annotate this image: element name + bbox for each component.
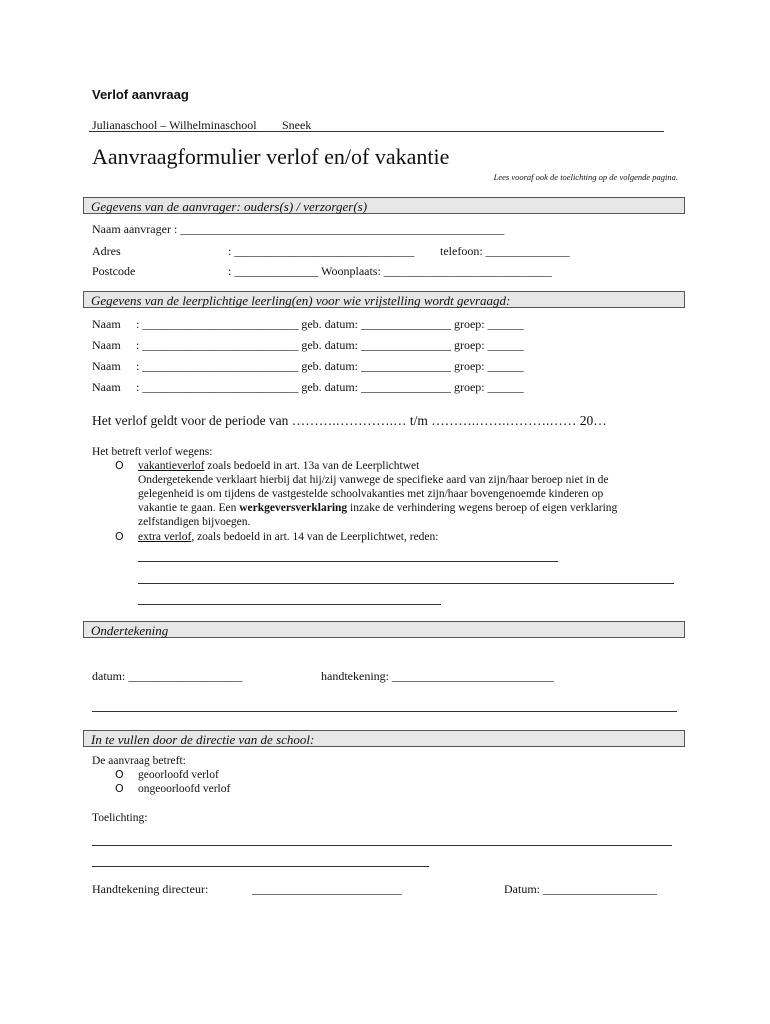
section-applicant: Gegevens van de aanvrager: ouders(s) / verzorger(s) [83, 197, 685, 214]
school-city: Sneek [282, 118, 312, 132]
page-title: Aanvraagformulier verlof en/of vakantie [92, 144, 450, 169]
radio-approved-icon[interactable]: O [115, 768, 124, 781]
vakantieverlof-line-4 [138, 502, 617, 514]
director-date-field[interactable]: Datum: ___________________ [504, 882, 657, 896]
radio-denied-icon[interactable]: O [115, 782, 124, 795]
section-students: Gegevens van de leerplichtige leerling(en) voor wie vrijstelling wordt gevraagd: [83, 291, 685, 308]
student-name-label: Naam [92, 359, 121, 373]
sign-date-field[interactable]: datum: ___________________ [92, 669, 243, 683]
signing-rule [92, 711, 677, 712]
vakantieverlof-line-5: zelfstandigen bijvoegen. [138, 516, 251, 528]
extra-verlof-desc: , zoals bedoeld in art. 14 van de Leerplichtwet, reden: [191, 531, 439, 543]
extra-verlof-link: extra verlof [138, 531, 192, 543]
reason-line-3[interactable] [138, 604, 441, 605]
header-rule [89, 131, 664, 132]
vakantieverlof-link: vakantieverlof [138, 460, 205, 472]
student-row-field[interactable]: : __________________________ geb. datum: _______________ groep: ______ [136, 317, 524, 331]
phone-field[interactable]: telefoon: ______________ [440, 244, 570, 258]
student-row-field[interactable]: : __________________________ geb. datum: _______________ groep: ______ [136, 338, 524, 352]
student-name-label: Naam [92, 380, 121, 394]
address-field[interactable]: : ______________________________ [228, 244, 415, 258]
line4-part-c: inzake de verhindering wegens beroep of eigen verklaring [347, 502, 618, 514]
section-signing: Ondertekening [83, 621, 685, 638]
school-intro: De aanvraag betreft: [92, 755, 186, 767]
period-line[interactable]: Het verlof geldt voor de periode van ……….………….… t/m ……….…….……….…… 20… [92, 413, 607, 428]
explanation-label: Toelichting: [92, 812, 148, 824]
director-label: Handtekening directeur: [92, 882, 209, 896]
reason-line-2[interactable] [138, 583, 674, 584]
vakantieverlof-desc: zoals bedoeld in art. 13a van de Leerplichtwet [204, 460, 420, 472]
address-label: Adres [92, 244, 121, 258]
radio-vakantieverlof-icon[interactable]: O [115, 459, 124, 472]
explanation-line-1[interactable] [92, 845, 672, 846]
line4-part-a: vakantie te gaan. Een [138, 502, 240, 514]
student-name-label: Naam [92, 338, 121, 352]
student-row-field[interactable]: : __________________________ geb. datum: _______________ groep: ______ [136, 359, 524, 373]
postcode-field[interactable]: : ______________ Woonplaats: ____________________________ [228, 264, 552, 278]
reason-intro: Het betreft verlof wegens: [92, 446, 213, 458]
option-vakantieverlof [138, 460, 419, 472]
option-approved: geoorloofd verlof [138, 769, 219, 781]
reason-line-1[interactable] [138, 561, 558, 562]
section-school: In te vullen door de directie van de school: [83, 730, 685, 747]
option-denied: ongeoorloofd verlof [138, 783, 231, 795]
explanation-line-2[interactable] [92, 866, 429, 867]
student-row-field[interactable]: : __________________________ geb. datum: _______________ groep: ______ [136, 380, 524, 394]
sign-signature-field[interactable]: handtekening: ___________________________ [321, 669, 554, 683]
applicant-name-field[interactable]: Naam aanvrager : ______________________________________________________ [92, 222, 505, 236]
werkgeversverklaring-text: werkgeversverklaring [239, 502, 348, 514]
director-signature-field[interactable]: _________________________ [252, 882, 402, 896]
vakantieverlof-line-3: gelegenheid is om tijdens de vastgestelde schoolvakanties met zijn/haar bovengenoemde kinderen op [138, 488, 604, 500]
radio-extra-verlof-icon[interactable]: O [115, 530, 124, 543]
doc-label: Verlof aanvraag [92, 87, 189, 102]
vakantieverlof-line-2: Ondergetekende verklaart hierbij dat hij/zij vanwege de specifieke aard van zijn/haar beroep niet in de [138, 474, 609, 486]
student-name-label: Naam [92, 317, 121, 331]
note-text: Lees vooraf ook de toelichting op de volgende pagina. [493, 172, 678, 182]
postcode-label: Postcode [92, 264, 136, 278]
school-name: Julianaschool – Wilhelminaschool [92, 118, 257, 132]
option-extra-verlof [138, 531, 438, 543]
